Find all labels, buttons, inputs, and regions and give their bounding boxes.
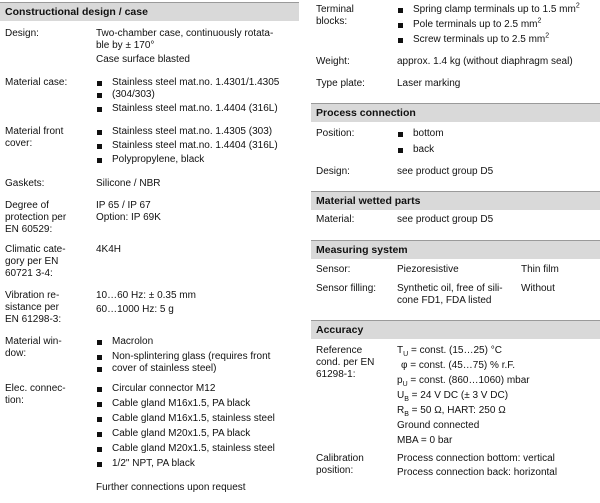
list-item: Pole terminals up to 2.5 $mm^2$ [397,19,580,31]
list-item: Spring clamp terminals up to 1.5 $mm^2$ [397,4,580,16]
list-item: bottom [397,128,444,140]
section-header-process: Process connection [311,103,600,122]
list-item: back [397,144,444,156]
list-item: Cable gland M16x1.5, PA black [96,398,275,410]
list-item: Cable gland M20x1.5, PA black [96,428,275,440]
list-item: Stainless steel mat.no. 1.4301/1.4305 [96,77,279,89]
list-item: 1/2" NPT, PA black [96,458,275,470]
list-item: Cable gland M16x1.5, stainless steel [96,413,275,425]
section-header-accuracy: Accuracy [311,320,600,339]
list-item: Macrolon [96,336,270,348]
list-item: Stainless steel mat.no. 1.4305 (303) [96,126,278,138]
section-header-wetted: Material wetted parts [311,191,600,210]
list-item: Non-splintering glass (requires front [96,351,270,363]
list-item: Stainless steel mat.no. 1.4404 (316L) [96,140,278,152]
section-header-construction: Constructional design / case [0,2,299,21]
list-item: Circular connector M12 [96,383,275,395]
list-item: Cable gland M20x1.5, stainless steel [96,443,275,455]
list-item: Stainless steel mat.no. 1.4404 (316L) [96,103,279,115]
further-connections-note: Further connections upon request [96,482,246,493]
list-item: Screw terminals up to 2.5 $mm^2$ [397,34,580,46]
list-item: Polypropylene, black [96,154,278,166]
section-header-measuring: Measuring system [311,240,600,259]
